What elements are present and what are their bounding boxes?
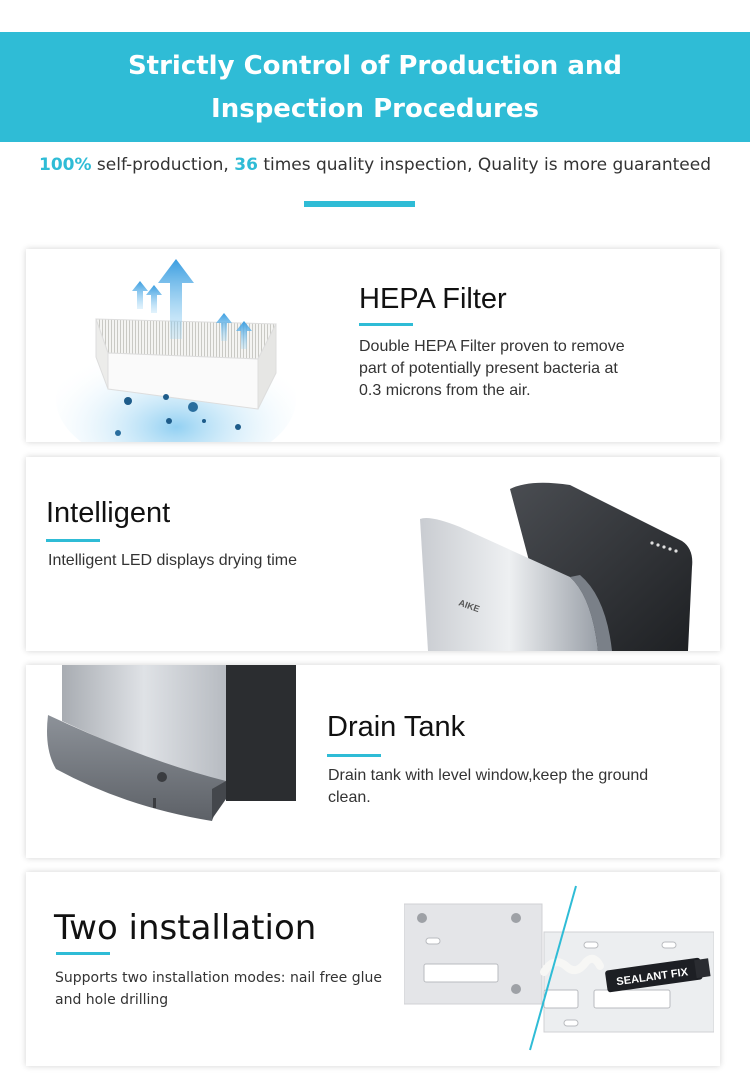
feature-description-line: Double HEPA Filter proven to remove	[359, 338, 625, 355]
feature-title: Two installation	[54, 908, 317, 948]
feature-title-underline	[327, 754, 381, 757]
feature-card-intelligent	[26, 457, 720, 651]
mounting-plate-image	[404, 872, 714, 1066]
header-banner	[0, 32, 750, 142]
feature-card-hepa	[26, 249, 720, 442]
hand-dryer-image	[420, 457, 720, 651]
hepa-filter-image	[26, 249, 326, 442]
brand-logo: AIKE	[457, 597, 481, 615]
feature-description-line: Supports two installation modes: nail free glue	[55, 970, 382, 986]
feature-title-underline	[359, 323, 413, 326]
banner-title-line1: Strictly Control of Production and	[127, 51, 623, 81]
feature-title: Drain Tank	[327, 711, 466, 743]
feature-description	[328, 765, 648, 809]
feature-description	[359, 336, 625, 402]
feature-description-line: clean.	[328, 789, 371, 806]
accent-divider	[304, 201, 415, 207]
feature-title: HEPA Filter	[359, 283, 507, 315]
feature-title-underline	[56, 952, 110, 955]
feature-description	[55, 967, 382, 1011]
feature-card-drain-tank	[26, 665, 720, 858]
subheading-text-2: times quality inspection, Quality is more guaranteed	[257, 155, 711, 175]
subheading-text-1: self-production,	[91, 155, 235, 175]
feature-title: Intelligent	[46, 497, 171, 529]
highlight-self-production: 100%	[38, 155, 92, 175]
feature-description-line: 0.3 microns from the air.	[359, 382, 531, 399]
feature-description-line: and hole drilling	[55, 992, 169, 1008]
subheading	[0, 155, 750, 175]
feature-description-line: part of potentially present bacteria at	[359, 360, 618, 377]
drain-tank-image	[26, 665, 316, 858]
feature-description-line: Intelligent LED displays drying time	[48, 552, 298, 569]
feature-description	[48, 550, 297, 572]
banner-title-line2: Inspection Procedures	[211, 94, 539, 124]
highlight-inspection-count: 36	[234, 155, 258, 175]
feature-title-underline	[46, 539, 100, 542]
sealant-label: SEALANT FIX	[615, 966, 689, 989]
feature-card-installation	[26, 872, 720, 1066]
feature-description-line: Drain tank with level window,keep the ground	[328, 767, 649, 784]
